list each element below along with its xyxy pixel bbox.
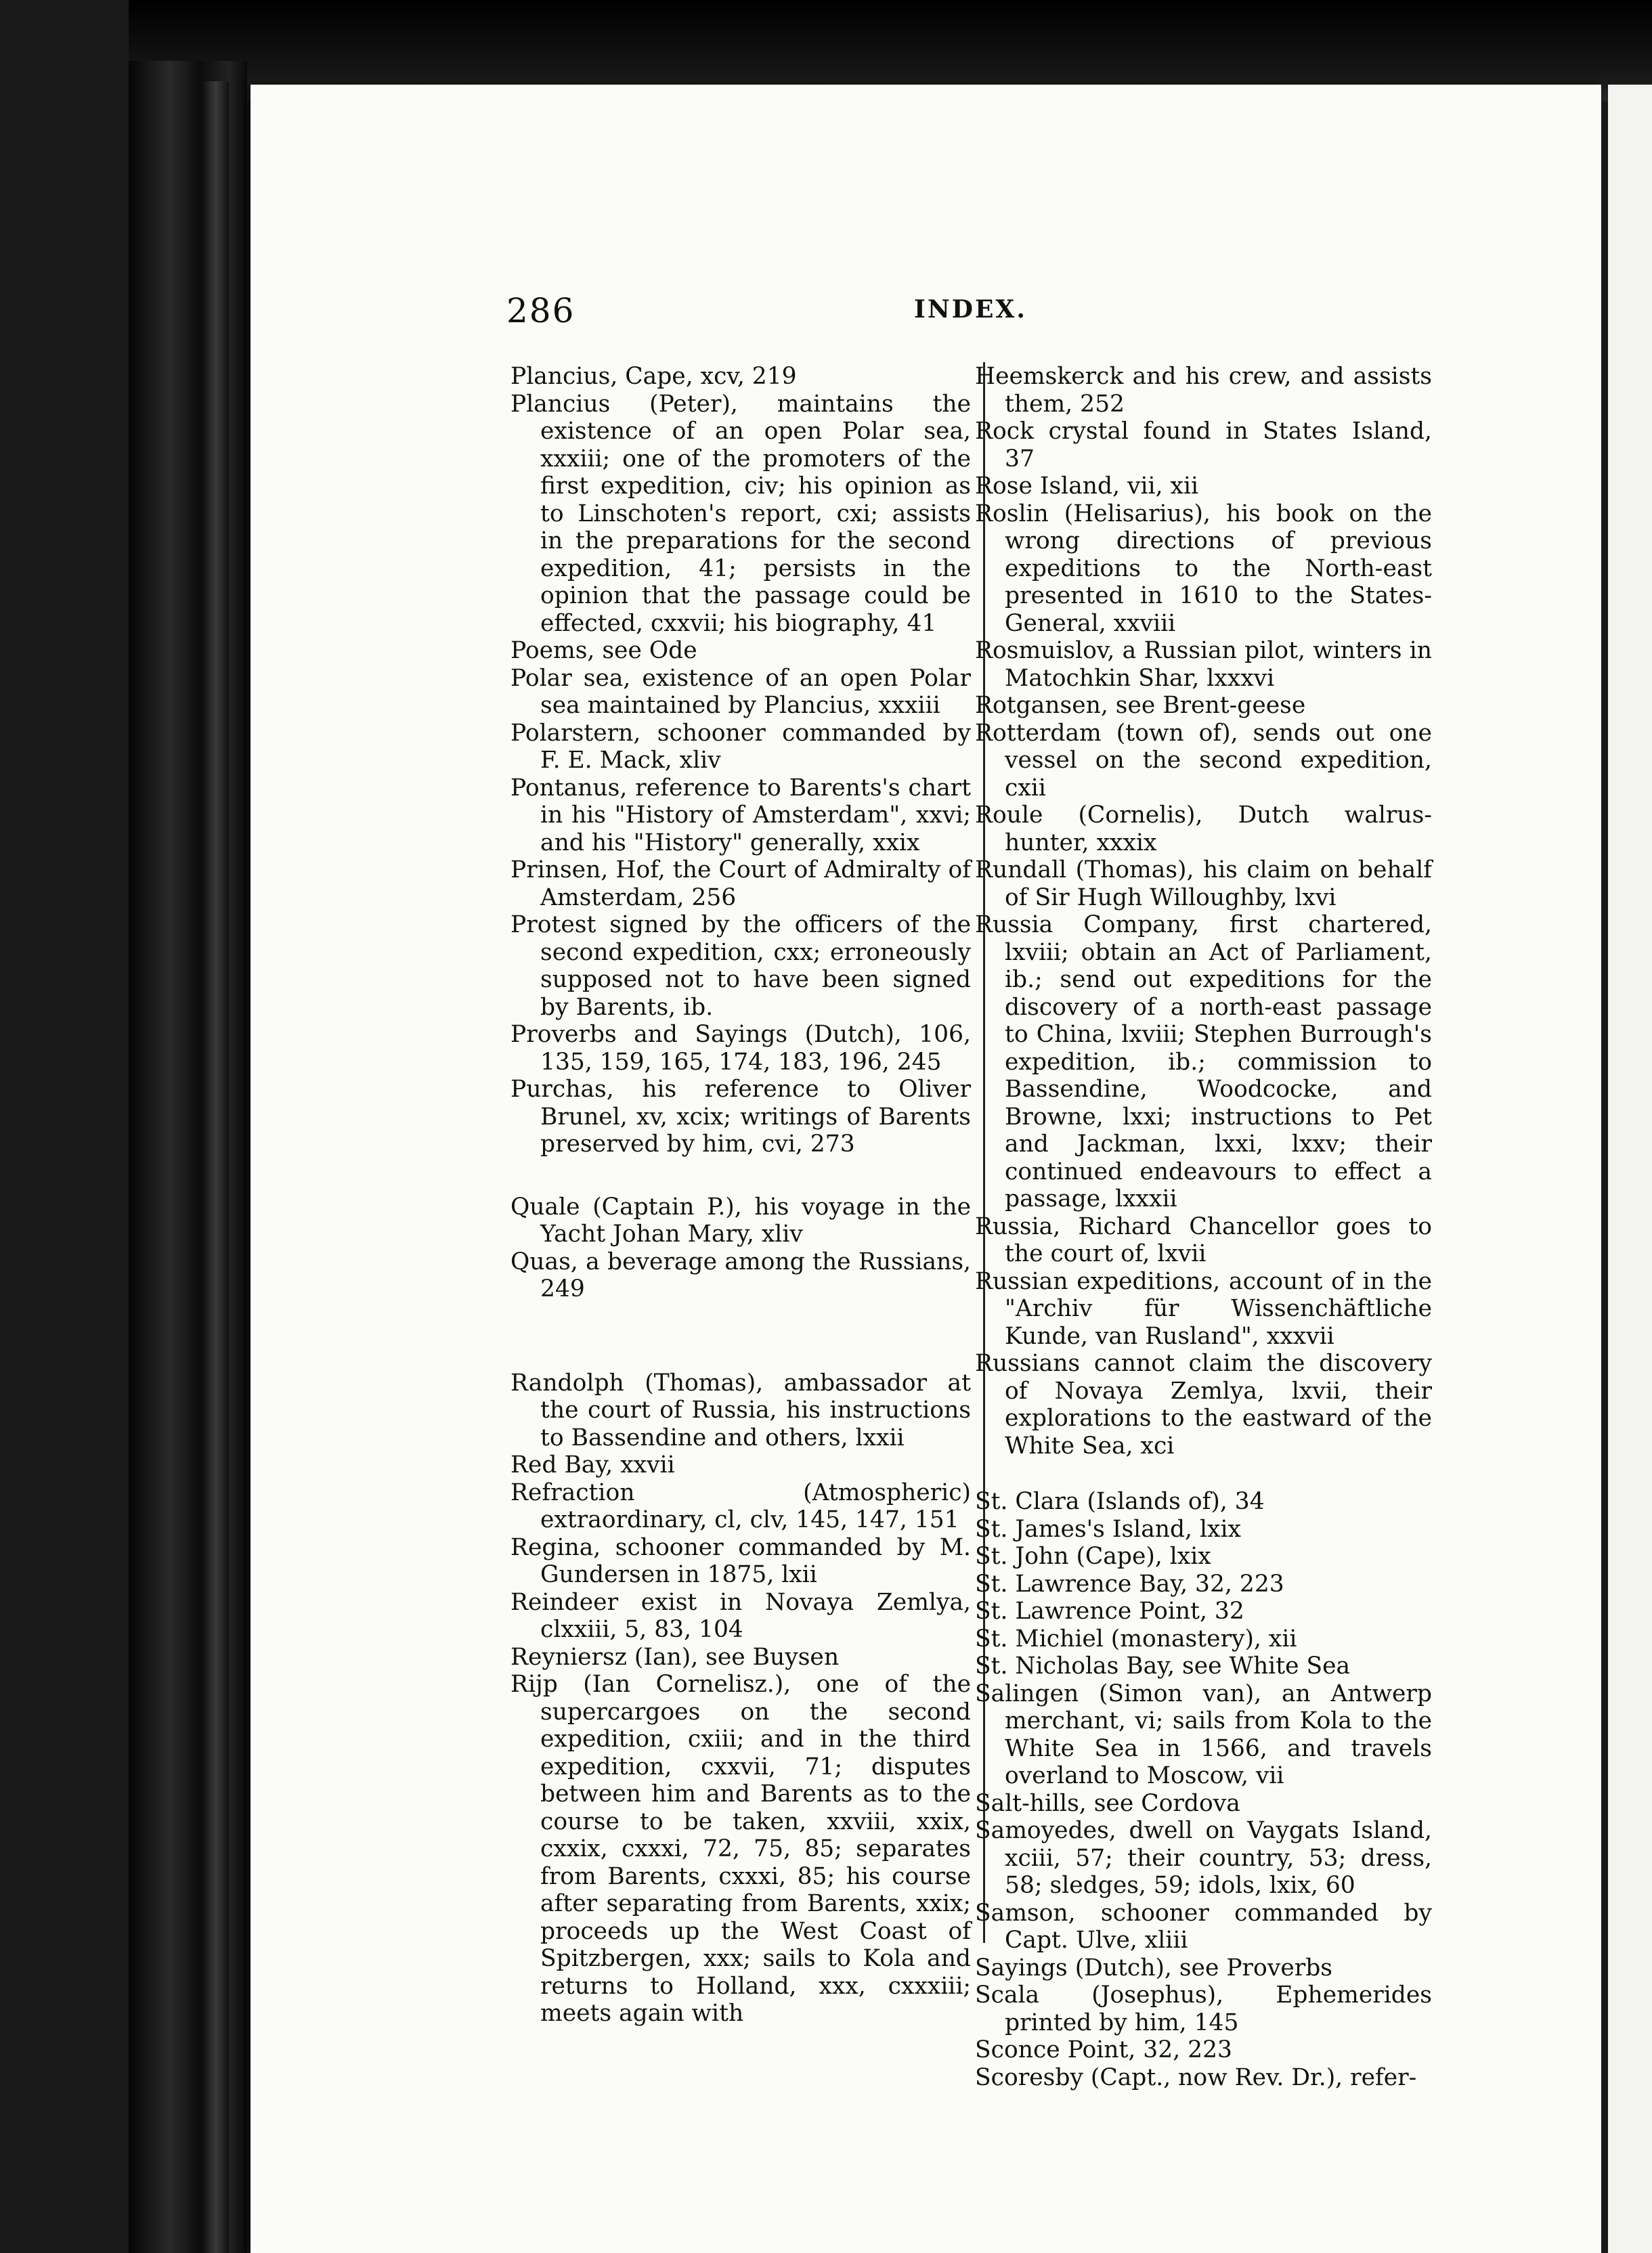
index-entry: Rotgansen, see Brent-geese: [975, 692, 1306, 719]
index-entry: Protest signed by the officers of the second expedition, cxx; erroneously supposed not to have been signed by Barents, ib.: [510, 911, 971, 1021]
index-entry: Rock crystal found in States Island, 37: [975, 418, 1432, 473]
index-entry: Rosmuislov, a Russian pilot, winters in Matochkin Shar, lxxxvi: [975, 637, 1432, 692]
index-entry: Polarstern, schooner commanded by F. E. Mack, xliv: [510, 719, 971, 774]
index-entry: Salingen (Simon van), an Antwerp merchant, vi; sails from Kola to the White Sea in 1566, and travels overland to Moscow, vii: [975, 1680, 1432, 1789]
index-entry: Samson, schooner commanded by Capt. Ulve, xliii: [975, 1899, 1432, 1954]
index-entry: St. Clara (Islands of), 34: [975, 1488, 1265, 1515]
book-spine-edge: [203, 81, 229, 2253]
index-entry: Salt-hills, see Cordova: [975, 1789, 1240, 1817]
index-entry: Quas, a beverage among the Russians, 249: [510, 1248, 971, 1303]
index-entry: St. Lawrence Bay, 32, 223: [975, 1570, 1284, 1598]
page-number: 286: [506, 291, 575, 330]
index-entry: Refraction (Atmospheric) extraordinary, cl, clv, 145, 147, 151: [510, 1479, 971, 1533]
index-entry: Pontanus, reference to Barents's chart in his "History of Amsterdam", xxvi; and his "History" generally, xxix: [510, 774, 971, 856]
index-entry: St. Lawrence Point, 32: [975, 1598, 1244, 1625]
index-entry: Sayings (Dutch), see Proverbs: [975, 1954, 1333, 1982]
index-entry: Proverbs and Sayings (Dutch), 106, 135, 159, 165, 174, 183, 196, 245: [510, 1021, 971, 1076]
section-gap: [510, 1303, 971, 1370]
section-gap: [510, 1158, 971, 1194]
index-entry: Regina, schooner commanded by M. Gundersen in 1875, lxii: [510, 1533, 971, 1588]
index-entry: Polar sea, existence of an open Polar sea maintained by Plancius, xxxiii: [510, 664, 971, 719]
index-entry: Red Bay, xxvii: [510, 1451, 675, 1479]
index-column-right: [975, 363, 1432, 2091]
index-entry: St. James's Island, lxix: [975, 1515, 1241, 1543]
index-entry: Rijp (Ian Cornelisz.), one of the supercargoes on the second expedition, cxiii; and in the third expedition, cxxvii, 71; disputes between him and Barents as to the course to be taken, xxviii, xxix, cxxix, cxxxi, 72, 75, 85; separates from Barents, cxxxi, 85; his course after separating from Barents, xxix; proceeds up the West Coast of Spitzbergen, xxx; sails to Kola and returns to Holland, xxx, cxxxiii; meets again with: [510, 1671, 971, 2027]
index-entry: Reindeer exist in Novaya Zemlya, clxxiii, 5, 83, 104: [510, 1588, 971, 1643]
index-entry: Poems, see Ode: [510, 637, 697, 664]
index-entry: St. John (Cape), lxix: [975, 1543, 1211, 1570]
index-entry: Russians cannot claim the discovery of Novaya Zemlya, lxvii, their explorations to the eastward of the White Sea, xci: [975, 1350, 1432, 1460]
index-entry: Scoresby (Capt., now Rev. Dr.), refer-: [975, 2063, 1417, 2091]
index-entry: Russia Company, first chartered, lxviii; obtain an Act of Parliament, ib.; send out expeditions for the discovery of a north-east passage to China, lxviii; Stephen Burrough's expedition, ib.; commission to Bassendine, Woodcocke, and Browne, lxxi; instructions to Pet and Jackman, lxxi, lxxv; their continued endeavours to effect a passage, lxxxii: [975, 911, 1432, 1212]
index-column-left: [510, 363, 971, 2027]
index-entry: St. Michiel (monastery), xii: [975, 1625, 1297, 1653]
index-entry: Purchas, his reference to Oliver Brunel, xv, xcix; writings of Barents preserved by him, cvi, 273: [510, 1076, 971, 1158]
book-spine: [129, 61, 247, 2253]
index-entry: Roslin (Helisarius), his book on the wrong directions of previous expeditions to the North-east presented in 1610 to the States-General, xxviii: [975, 500, 1432, 637]
index-entry: Randolph (Thomas), ambassador at the court of Russia, his instructions to Bassendine and others, lxxii: [510, 1369, 971, 1451]
index-entry: St. Nicholas Bay, see White Sea: [975, 1653, 1351, 1680]
index-entry: Rundall (Thomas), his claim on behalf of Sir Hugh Willoughby, lxvi: [975, 856, 1432, 911]
section-gap: [975, 1460, 1432, 1488]
index-entry: Sconce Point, 32, 223: [975, 2036, 1232, 2063]
index-entry: Rotterdam (town of), sends out one vessel on the second expedition, cxii: [975, 719, 1432, 802]
next-page-edge: [1608, 85, 1652, 2253]
index-entry: Samoyedes, dwell on Vaygats Island, xciii, 57; their country, 53; dress, 58; sledges, 59; idols, lxix, 60: [975, 1817, 1432, 1899]
index-entry: Quale (Captain P.), his voyage in the Yacht Johan Mary, xliv: [510, 1193, 971, 1248]
index-entry: Plancius, Cape, xcv, 219: [510, 363, 797, 390]
index-entry: Plancius (Peter), maintains the existence of an open Polar sea, xxxiii; one of the promoters of the first expedition, civ; his opinion as to Linschoten's report, cxi; assists in the preparations for the second expedition, 41; persists in the opinion that the passage could be effected, cxxvii; his biography, 41: [510, 390, 971, 637]
index-entry: Prinsen, Hof, the Court of Admiralty of Amsterdam, 256: [510, 856, 971, 911]
index-entry: Rose Island, vii, xii: [975, 473, 1199, 500]
index-entry: Reyniersz (Ian), see Buysen: [510, 1643, 840, 1671]
index-entry: Roule (Cornelis), Dutch walrus-hunter, xxxix: [975, 802, 1432, 856]
index-entry: Russia, Richard Chancellor goes to the court of, lxvii: [975, 1212, 1432, 1267]
index-entry: Russian expeditions, account of in the "Archiv für Wissenchäftliche Kunde, van Rusland", xxxvii: [975, 1267, 1432, 1350]
index-entry: Scala (Josephus), Ephemerides printed by him, 145: [975, 1982, 1432, 2036]
index-entry: Heemskerck and his crew, and assists them, 252: [975, 363, 1432, 418]
running-head: INDEX.: [914, 295, 1027, 324]
